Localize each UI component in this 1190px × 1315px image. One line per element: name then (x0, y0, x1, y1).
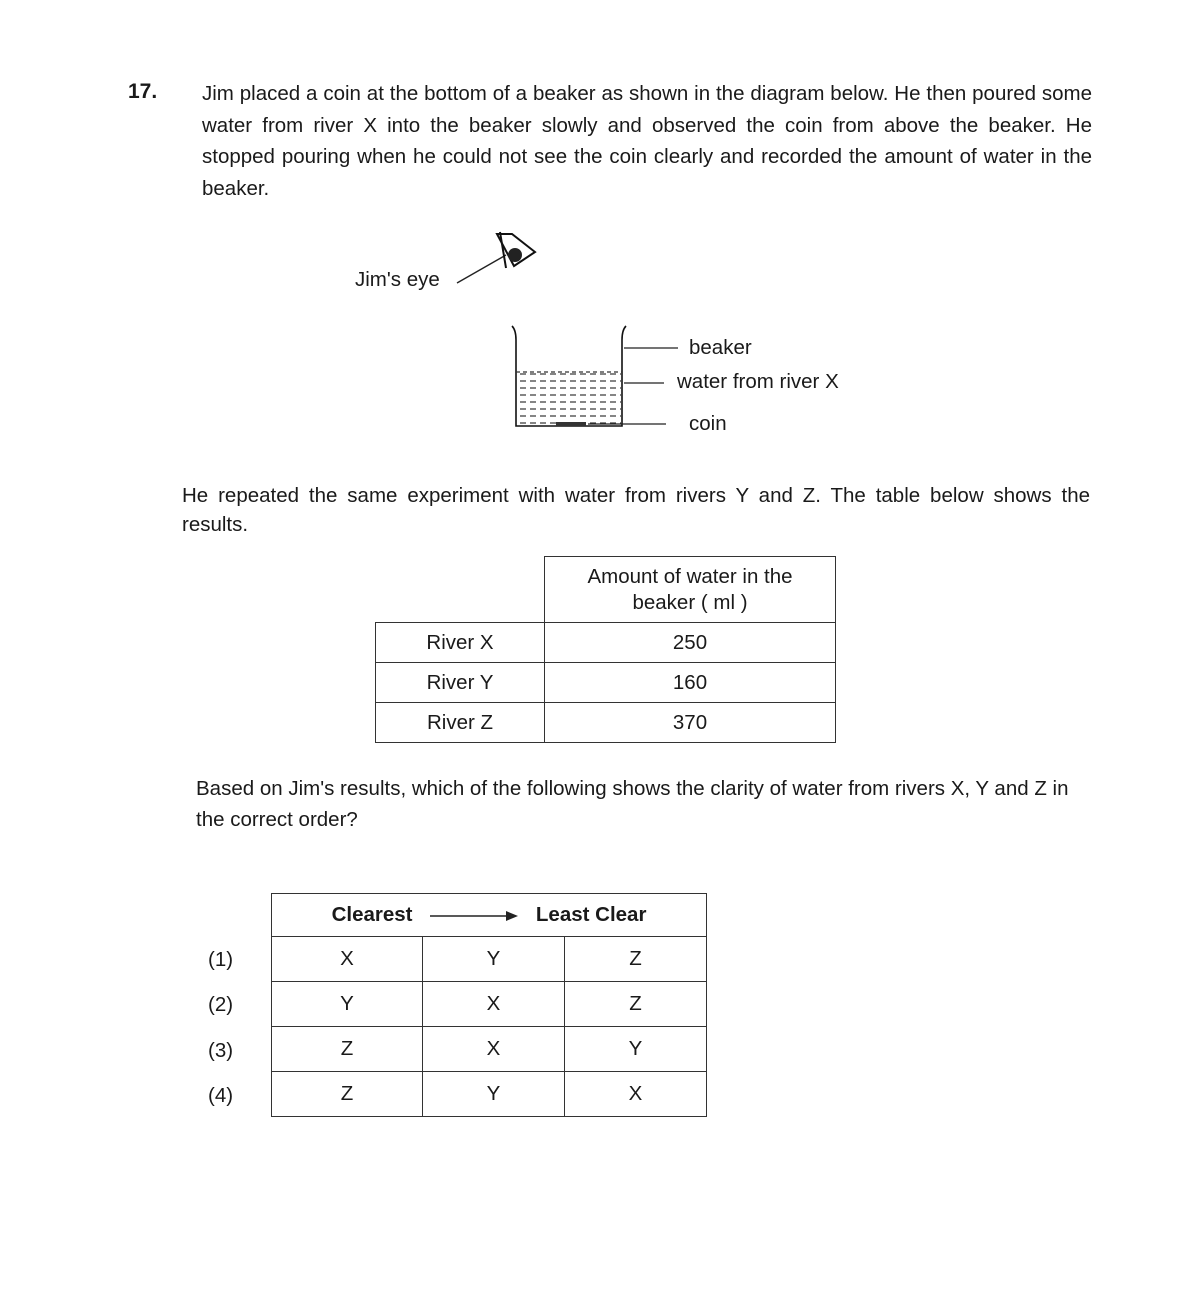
table-row[interactable] (272, 1027, 707, 1072)
water-amount: 370 (545, 703, 836, 743)
option-cell: X (423, 982, 565, 1027)
options-header (272, 894, 707, 937)
option-cell: X (565, 1072, 707, 1117)
option-cell: Y (272, 982, 423, 1027)
eye-pointer-line (457, 255, 506, 283)
question-intro: Jim placed a coin at the bottom of a beaker as shown in the diagram below. He then poured some water from river X into the beaker slowly and observed the coin from above the beaker. He stopped pouring when he could not see the coin clearly and recorded the amount of water in the beaker. (202, 82, 1092, 200)
water-amount: 250 (545, 623, 836, 663)
table-row[interactable] (272, 937, 707, 982)
water-label: water from river X (677, 370, 839, 393)
results-table (375, 556, 836, 743)
results-header (545, 557, 836, 623)
option-number-4[interactable]: (4) (208, 1084, 234, 1107)
question-prompt: Based on Jim's results, which of the following shows the clarity of water from rivers X, Y and Z in the correct order? (196, 777, 1069, 831)
option-cell: Y (565, 1027, 707, 1072)
river-name: River Y (376, 663, 545, 703)
header-clearest: Clearest (331, 903, 413, 926)
paragraph-repeat-experiment: He repeated the same experiment with water from rivers Y and Z. The table below shows the results. (182, 484, 1090, 536)
table-row (376, 663, 836, 703)
river-name: River X (376, 623, 545, 663)
option-cell: Y (423, 1072, 565, 1117)
option-number-1[interactable]: (1) (208, 948, 234, 971)
header-least-clear: Least Clear (535, 903, 647, 926)
table-row (376, 623, 836, 663)
table-row (376, 703, 836, 743)
table-row[interactable] (272, 982, 707, 1027)
eye-label: Jim's eye (355, 268, 440, 291)
option-cell: Z (272, 1072, 423, 1117)
results-header-line1: Amount of water in the (587, 564, 793, 588)
option-number-2[interactable]: (2) (208, 993, 234, 1016)
coin-label: coin (689, 412, 727, 435)
water-fill (517, 372, 621, 425)
river-name: River Z (376, 703, 545, 743)
option-cell: X (423, 1027, 565, 1072)
beaker-label: beaker (689, 336, 752, 359)
option-cell: Y (423, 937, 565, 982)
option-cell: Z (565, 982, 707, 1027)
results-header-line2: beaker ( ml ) (632, 590, 748, 614)
options-table (271, 893, 707, 1117)
results-empty-corner (376, 557, 545, 623)
option-cell: X (272, 937, 423, 982)
arrow-right-icon (430, 910, 518, 922)
coin-shape (556, 422, 586, 426)
water-amount: 160 (545, 663, 836, 703)
option-cell: Z (272, 1027, 423, 1072)
option-cell: Z (565, 937, 707, 982)
beaker-diagram (0, 0, 1190, 470)
option-number-3[interactable]: (3) (208, 1039, 234, 1062)
table-row[interactable] (272, 1072, 707, 1117)
question-number: 17. (128, 80, 158, 103)
eye-icon (497, 232, 535, 268)
